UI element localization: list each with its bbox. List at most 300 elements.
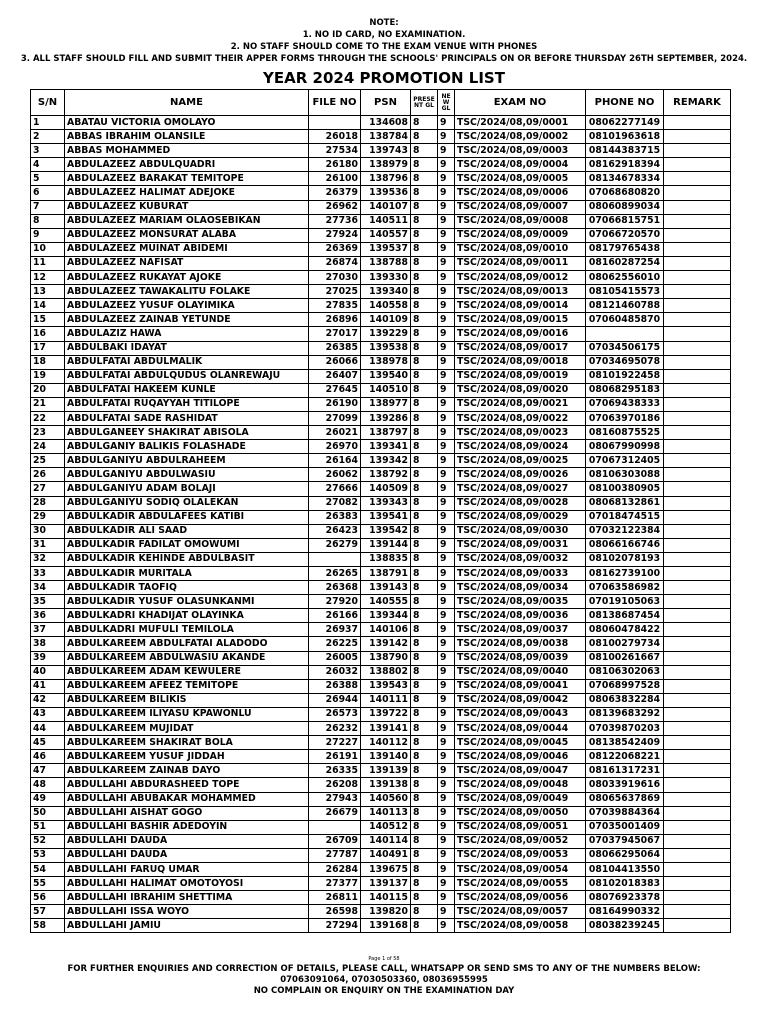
table-row	[31, 778, 731, 792]
cell-new-gl: 9	[438, 679, 455, 693]
cell-phone-no: 07032122384	[586, 524, 664, 538]
cell-psn: 134608	[361, 116, 411, 130]
cell-phone-no: 08162918394	[586, 158, 664, 172]
cell-sn: 15	[31, 313, 65, 327]
cell-sn: 46	[31, 750, 65, 764]
header-present-gl: PRESE NT GL	[411, 90, 438, 116]
table-row	[31, 877, 731, 891]
cell-new-gl: 9	[438, 651, 455, 665]
cell-new-gl: 9	[438, 369, 455, 383]
table-row	[31, 313, 731, 327]
cell-exam-no: TSC/2024/08,09/0037	[455, 623, 586, 637]
cell-name: ABDULKAREEM ZAINAB DAYO	[65, 764, 309, 778]
cell-present-gl: 8	[411, 130, 438, 144]
cell-new-gl: 9	[438, 524, 455, 538]
cell-new-gl: 9	[438, 862, 455, 876]
cell-psn: 139144	[361, 538, 411, 552]
cell-new-gl: 9	[438, 158, 455, 172]
cell-name: ABDULKADIR FADILAT OMOWUMI	[65, 538, 309, 552]
cell-exam-no: TSC/2024/08,09/0031	[455, 538, 586, 552]
table-row	[31, 200, 731, 214]
cell-psn: 139140	[361, 750, 411, 764]
cell-exam-no: TSC/2024/08,09/0048	[455, 778, 586, 792]
cell-name: ABDULKAREEM ADAM KEWULERE	[65, 665, 309, 679]
cell-exam-no: TSC/2024/08,09/0004	[455, 158, 586, 172]
cell-psn: 140510	[361, 383, 411, 397]
cell-exam-no: TSC/2024/08,09/0034	[455, 581, 586, 595]
table-row	[31, 820, 731, 834]
cell-new-gl: 9	[438, 468, 455, 482]
cell-present-gl: 8	[411, 454, 438, 468]
cell-remark	[664, 285, 731, 299]
table-row	[31, 552, 731, 566]
cell-name: ABDULFATAI SADE RASHIDAT	[65, 411, 309, 425]
cell-present-gl: 8	[411, 778, 438, 792]
cell-exam-no: TSC/2024/08,09/0056	[455, 891, 586, 905]
cell-new-gl: 9	[438, 595, 455, 609]
cell-name: ABDULAZEEZ TAWAKALITU FOLAKE	[65, 285, 309, 299]
cell-phone-no: 07034506175	[586, 341, 664, 355]
table-row	[31, 538, 731, 552]
cell-present-gl: 8	[411, 299, 438, 313]
cell-new-gl: 9	[438, 623, 455, 637]
cell-psn: 138796	[361, 172, 411, 186]
cell-psn: 139536	[361, 186, 411, 200]
cell-sn: 19	[31, 369, 65, 383]
cell-phone-no: 08179765438	[586, 242, 664, 256]
cell-present-gl: 8	[411, 834, 438, 848]
cell-psn: 139138	[361, 778, 411, 792]
cell-file-no	[309, 820, 361, 834]
cell-phone-no: 08160287254	[586, 256, 664, 270]
cell-phone-no: 08062556010	[586, 271, 664, 285]
cell-sn: 42	[31, 693, 65, 707]
cell-file-no: 27924	[309, 228, 361, 242]
table-row	[31, 595, 731, 609]
cell-exam-no: TSC/2024/08,09/0018	[455, 355, 586, 369]
cell-psn: 138979	[361, 158, 411, 172]
table-row	[31, 707, 731, 721]
cell-present-gl: 8	[411, 609, 438, 623]
cell-psn: 139542	[361, 524, 411, 538]
cell-file-no: 26166	[309, 609, 361, 623]
table-row	[31, 158, 731, 172]
cell-name: ABDULLAHI JAMIU	[65, 919, 309, 933]
cell-name: ABDULAZEEZ BARAKAT TEMITOPE	[65, 172, 309, 186]
cell-sn: 25	[31, 454, 65, 468]
cell-sn: 20	[31, 383, 65, 397]
cell-new-gl: 9	[438, 186, 455, 200]
cell-phone-no: 08134678334	[586, 172, 664, 186]
cell-sn: 32	[31, 552, 65, 566]
cell-name: ABDULAZEEZ KUBURAT	[65, 200, 309, 214]
cell-new-gl: 9	[438, 172, 455, 186]
cell-sn: 22	[31, 411, 65, 425]
table-row	[31, 130, 731, 144]
table-row	[31, 285, 731, 299]
cell-present-gl: 8	[411, 172, 438, 186]
cell-name: ABDULGANIYU SODIQ OLALEKAN	[65, 496, 309, 510]
cell-sn: 3	[31, 144, 65, 158]
cell-remark	[664, 919, 731, 933]
cell-remark	[664, 158, 731, 172]
cell-psn: 139341	[361, 440, 411, 454]
cell-file-no: 26962	[309, 200, 361, 214]
cell-sn: 10	[31, 242, 65, 256]
cell-present-gl: 8	[411, 524, 438, 538]
cell-present-gl: 8	[411, 256, 438, 270]
table-row	[31, 355, 731, 369]
cell-psn: 139675	[361, 862, 411, 876]
table-row	[31, 383, 731, 397]
cell-present-gl: 8	[411, 186, 438, 200]
cell-present-gl: 8	[411, 397, 438, 411]
cell-phone-no: 08161317231	[586, 764, 664, 778]
cell-file-no: 26573	[309, 707, 361, 721]
cell-exam-no: TSC/2024/08,09/0027	[455, 482, 586, 496]
cell-name: ABDULKADRI MUFULI TEMILOLA	[65, 623, 309, 637]
cell-remark	[664, 651, 731, 665]
cell-sn: 35	[31, 595, 65, 609]
cell-psn: 139820	[361, 905, 411, 919]
cell-exam-no: TSC/2024/08,09/0041	[455, 679, 586, 693]
cell-present-gl: 8	[411, 595, 438, 609]
cell-exam-no: TSC/2024/08,09/0043	[455, 707, 586, 721]
cell-present-gl: 8	[411, 736, 438, 750]
header-remark: REMARK	[664, 90, 731, 116]
table-row	[31, 792, 731, 806]
cell-name: ABDULLAHI ABDURASHEED TOPE	[65, 778, 309, 792]
cell-remark	[664, 736, 731, 750]
cell-phone-no: 08139683292	[586, 707, 664, 721]
cell-new-gl: 9	[438, 482, 455, 496]
table-row	[31, 186, 731, 200]
cell-exam-no: TSC/2024/08,09/0015	[455, 313, 586, 327]
cell-remark	[664, 299, 731, 313]
table-row	[31, 806, 731, 820]
cell-phone-no: 07069438333	[586, 397, 664, 411]
note-item: 2. NO STAFF SHOULD COME TO THE EXAM VENUE WITH PHONES	[230, 42, 538, 52]
cell-sn: 6	[31, 186, 65, 200]
table-row	[31, 609, 731, 623]
cell-file-no: 26018	[309, 130, 361, 144]
cell-sn: 11	[31, 256, 65, 270]
cell-remark	[664, 792, 731, 806]
cell-name: ABDULKAREEM MUJIDAT	[65, 722, 309, 736]
cell-psn: 139537	[361, 242, 411, 256]
cell-name: ABDULKAREEM YUSUF JIDDAH	[65, 750, 309, 764]
cell-exam-no: TSC/2024/08,09/0055	[455, 877, 586, 891]
cell-exam-no: TSC/2024/08,09/0042	[455, 693, 586, 707]
cell-remark	[664, 834, 731, 848]
table-row	[31, 116, 731, 130]
cell-name: ABDULAZEEZ RUKAYAT AJOKE	[65, 271, 309, 285]
cell-name: ABDULAZEEZ HALIMAT ADEJOKE	[65, 186, 309, 200]
cell-exam-no: TSC/2024/08,09/0032	[455, 552, 586, 566]
cell-present-gl: 8	[411, 552, 438, 566]
cell-exam-no: TSC/2024/08,09/0023	[455, 426, 586, 440]
cell-psn: 138977	[361, 397, 411, 411]
cell-sn: 40	[31, 665, 65, 679]
cell-psn: 140113	[361, 806, 411, 820]
table-row	[31, 228, 731, 242]
table-row	[31, 454, 731, 468]
cell-name: ABDULKADIR YUSUF OLASUNKANMI	[65, 595, 309, 609]
cell-name: ABDULKAREEM ABDULFATAI ALADODO	[65, 637, 309, 651]
table-row	[31, 468, 731, 482]
cell-phone-no: 08122068221	[586, 750, 664, 764]
cell-psn: 138788	[361, 256, 411, 270]
cell-sn: 36	[31, 609, 65, 623]
cell-phone-no: 07063970186	[586, 411, 664, 425]
cell-sn: 50	[31, 806, 65, 820]
cell-remark	[664, 567, 731, 581]
cell-psn: 140109	[361, 313, 411, 327]
cell-exam-no: TSC/2024/08,09/0001	[455, 116, 586, 130]
header-name: NAME	[65, 90, 309, 116]
cell-phone-no: 07066720570	[586, 228, 664, 242]
cell-sn: 48	[31, 778, 65, 792]
cell-name: ABDULKAREEM BILIKIS	[65, 693, 309, 707]
table-row	[31, 256, 731, 270]
cell-name: ABDULLAHI IBRAHIM SHETTIMA	[65, 891, 309, 905]
cell-exam-no: TSC/2024/08,09/0036	[455, 609, 586, 623]
cell-phone-no: 07068997528	[586, 679, 664, 693]
cell-phone-no: 08164990332	[586, 905, 664, 919]
table-row	[31, 679, 731, 693]
cell-remark	[664, 242, 731, 256]
cell-remark	[664, 693, 731, 707]
cell-remark	[664, 200, 731, 214]
cell-new-gl: 9	[438, 397, 455, 411]
cell-file-no: 26407	[309, 369, 361, 383]
cell-remark	[664, 524, 731, 538]
cell-psn: 139543	[361, 679, 411, 693]
cell-remark	[664, 581, 731, 595]
cell-present-gl: 8	[411, 877, 438, 891]
cell-file-no: 26208	[309, 778, 361, 792]
cell-phone-no: 07034695078	[586, 355, 664, 369]
cell-psn: 139541	[361, 510, 411, 524]
cell-sn: 30	[31, 524, 65, 538]
cell-sn: 57	[31, 905, 65, 919]
cell-sn: 14	[31, 299, 65, 313]
cell-file-no: 26190	[309, 397, 361, 411]
cell-psn: 139344	[361, 609, 411, 623]
cell-psn: 140560	[361, 792, 411, 806]
cell-remark	[664, 256, 731, 270]
cell-phone-no: 08138687454	[586, 609, 664, 623]
cell-name: ABDULAZEEZ ZAINAB YETUNDE	[65, 313, 309, 327]
cell-remark	[664, 214, 731, 228]
cell-sn: 12	[31, 271, 65, 285]
cell-sn: 49	[31, 792, 65, 806]
cell-file-no	[309, 552, 361, 566]
cell-phone-no: 07060485870	[586, 313, 664, 327]
table-header-row	[31, 90, 731, 116]
footer-phone-numbers: 07063091064, 07030503360, 08036955995	[280, 975, 488, 985]
cell-file-no: 26811	[309, 891, 361, 905]
cell-phone-no: 07068680820	[586, 186, 664, 200]
cell-new-gl: 9	[438, 200, 455, 214]
cell-phone-no: 08060899034	[586, 200, 664, 214]
cell-new-gl: 9	[438, 877, 455, 891]
cell-remark	[664, 496, 731, 510]
cell-name: ABDULKADIR MURITALA	[65, 567, 309, 581]
cell-psn: 140106	[361, 623, 411, 637]
cell-file-no: 26005	[309, 651, 361, 665]
cell-sn: 27	[31, 482, 65, 496]
cell-sn: 33	[31, 567, 65, 581]
cell-remark	[664, 130, 731, 144]
cell-remark	[664, 510, 731, 524]
cell-psn: 138784	[361, 130, 411, 144]
cell-remark	[664, 228, 731, 242]
cell-file-no: 26679	[309, 806, 361, 820]
cell-psn: 138802	[361, 665, 411, 679]
cell-new-gl: 9	[438, 609, 455, 623]
cell-name: ABDULFATAI HAKEEM KUNLE	[65, 383, 309, 397]
cell-name: ABDULGANEEY SHAKIRAT ABISOLA	[65, 426, 309, 440]
cell-present-gl: 8	[411, 369, 438, 383]
cell-psn: 138792	[361, 468, 411, 482]
cell-file-no	[309, 116, 361, 130]
table-row	[31, 567, 731, 581]
cell-name: ABDULKADIR TAOFIQ	[65, 581, 309, 595]
cell-exam-no: TSC/2024/08,09/0012	[455, 271, 586, 285]
cell-file-no: 27377	[309, 877, 361, 891]
cell-new-gl: 9	[438, 383, 455, 397]
table-row	[31, 341, 731, 355]
cell-psn: 139229	[361, 327, 411, 341]
cell-name: ABDULLAHI HALIMAT OMOTOYOSI	[65, 877, 309, 891]
cell-new-gl: 9	[438, 299, 455, 313]
cell-remark	[664, 313, 731, 327]
cell-exam-no: TSC/2024/08,09/0006	[455, 186, 586, 200]
cell-name: ABDULGANIY BALIKIS FOLASHADE	[65, 440, 309, 454]
cell-sn: 29	[31, 510, 65, 524]
cell-sn: 34	[31, 581, 65, 595]
cell-sn: 39	[31, 651, 65, 665]
cell-sn: 55	[31, 877, 65, 891]
cell-remark	[664, 778, 731, 792]
cell-file-no: 27645	[309, 383, 361, 397]
table-row	[31, 722, 731, 736]
cell-sn: 5	[31, 172, 65, 186]
cell-new-gl: 9	[438, 144, 455, 158]
cell-new-gl: 9	[438, 764, 455, 778]
header-phone-no: PHONE NO	[586, 90, 664, 116]
cell-present-gl: 8	[411, 242, 438, 256]
cell-new-gl: 9	[438, 919, 455, 933]
cell-new-gl: 9	[438, 707, 455, 721]
cell-present-gl: 8	[411, 144, 438, 158]
cell-file-no: 27294	[309, 919, 361, 933]
cell-present-gl: 8	[411, 482, 438, 496]
cell-psn: 140115	[361, 891, 411, 905]
table-row	[31, 369, 731, 383]
cell-file-no: 26335	[309, 764, 361, 778]
cell-present-gl: 8	[411, 623, 438, 637]
cell-psn: 139286	[361, 411, 411, 425]
table-row	[31, 905, 731, 919]
table-row	[31, 637, 731, 651]
cell-new-gl: 9	[438, 834, 455, 848]
cell-sn: 38	[31, 637, 65, 651]
cell-phone-no: 07037945067	[586, 834, 664, 848]
cell-remark	[664, 411, 731, 425]
cell-exam-no: TSC/2024/08,09/0011	[455, 256, 586, 270]
cell-phone-no: 08062277149	[586, 116, 664, 130]
cell-file-no: 27943	[309, 792, 361, 806]
cell-present-gl: 8	[411, 200, 438, 214]
cell-phone-no: 08162739100	[586, 567, 664, 581]
cell-phone-no: 08106302063	[586, 665, 664, 679]
cell-name: ABATAU VICTORIA OMOLAYO	[65, 116, 309, 130]
cell-exam-no: TSC/2024/08,09/0045	[455, 736, 586, 750]
table-row	[31, 510, 731, 524]
cell-exam-no: TSC/2024/08,09/0010	[455, 242, 586, 256]
cell-exam-no: TSC/2024/08,09/0039	[455, 651, 586, 665]
cell-new-gl: 9	[438, 736, 455, 750]
cell-file-no: 26598	[309, 905, 361, 919]
cell-name: ABBAS MOHAMMED	[65, 144, 309, 158]
cell-sn: 37	[31, 623, 65, 637]
cell-phone-no: 08105415573	[586, 285, 664, 299]
cell-file-no: 27025	[309, 285, 361, 299]
cell-present-gl: 8	[411, 693, 438, 707]
cell-remark	[664, 806, 731, 820]
cell-file-no: 26385	[309, 341, 361, 355]
cell-remark	[664, 440, 731, 454]
cell-remark	[664, 609, 731, 623]
cell-phone-no	[586, 327, 664, 341]
table-row	[31, 411, 731, 425]
cell-psn: 140111	[361, 693, 411, 707]
cell-new-gl: 9	[438, 355, 455, 369]
cell-remark	[664, 327, 731, 341]
table-row	[31, 665, 731, 679]
cell-new-gl: 9	[438, 806, 455, 820]
cell-present-gl: 8	[411, 820, 438, 834]
cell-file-no: 27227	[309, 736, 361, 750]
cell-new-gl: 9	[438, 285, 455, 299]
cell-exam-no: TSC/2024/08,09/0005	[455, 172, 586, 186]
cell-present-gl: 8	[411, 665, 438, 679]
cell-name: ABDULFATAI ABDULQUDUS OLANREWAJU	[65, 369, 309, 383]
cell-new-gl: 9	[438, 341, 455, 355]
table-row	[31, 848, 731, 862]
cell-new-gl: 9	[438, 891, 455, 905]
cell-file-no: 26225	[309, 637, 361, 651]
cell-new-gl: 9	[438, 327, 455, 341]
cell-file-no: 26021	[309, 426, 361, 440]
cell-present-gl: 8	[411, 285, 438, 299]
cell-name: ABDULAZEEZ MUINAT ABIDEMI	[65, 242, 309, 256]
cell-phone-no: 07039884364	[586, 806, 664, 820]
cell-file-no: 26062	[309, 468, 361, 482]
cell-remark	[664, 383, 731, 397]
cell-sn: 4	[31, 158, 65, 172]
cell-sn: 18	[31, 355, 65, 369]
cell-psn: 140509	[361, 482, 411, 496]
cell-name: ABDULAZEEZ YUSUF OLAYIMIKA	[65, 299, 309, 313]
cell-exam-no: TSC/2024/08,09/0044	[455, 722, 586, 736]
cell-exam-no: TSC/2024/08,09/0051	[455, 820, 586, 834]
cell-psn: 139139	[361, 764, 411, 778]
cell-name: ABDULKADRI KHADIJAT OLAYINKA	[65, 609, 309, 623]
footer-line: NO COMPLAIN OR ENQUIRY ON THE EXAMINATION DAY	[253, 986, 515, 996]
